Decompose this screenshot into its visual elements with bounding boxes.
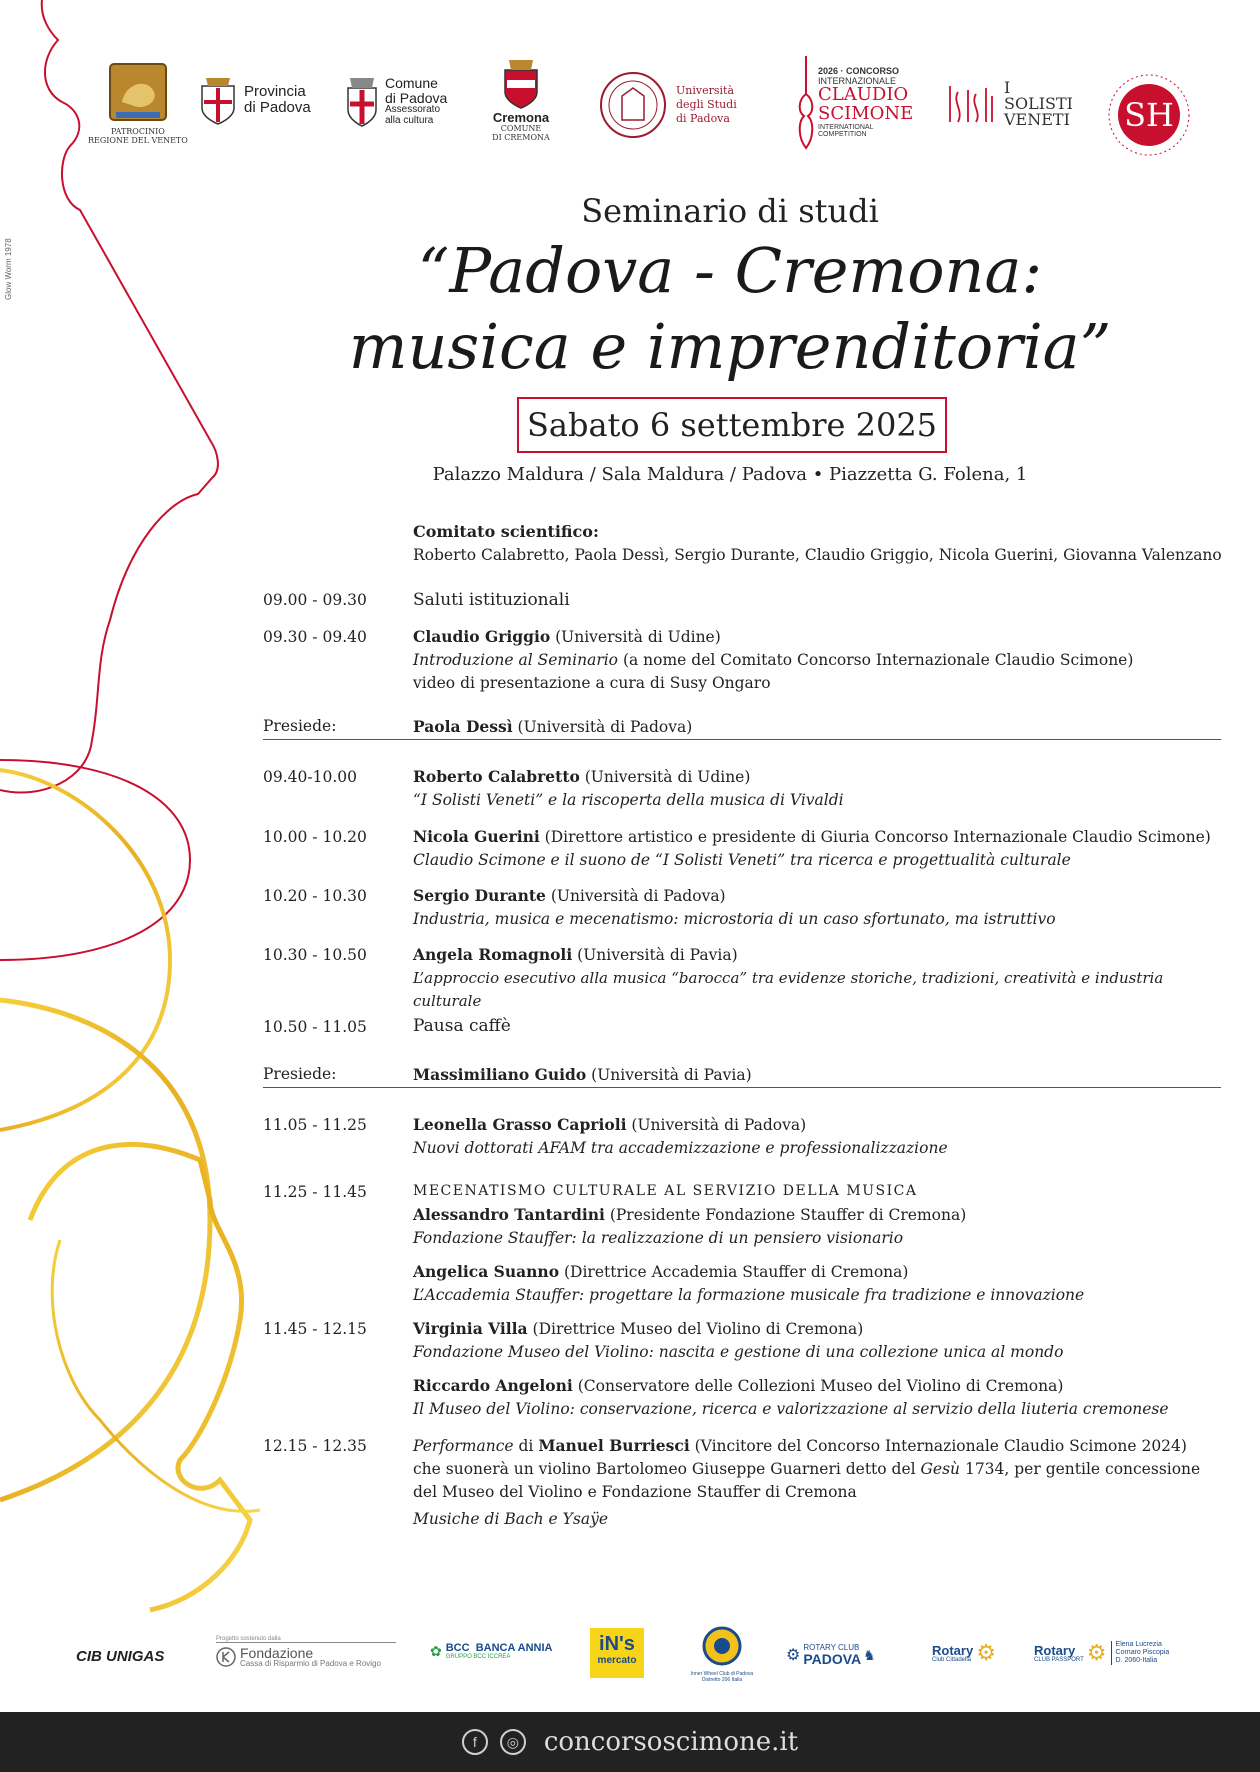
rotary-wheel-icon: ⚙ bbox=[976, 1640, 996, 1665]
session-calabretto bbox=[413, 765, 1233, 812]
presiede-2 bbox=[413, 1063, 1233, 1087]
gold-curve-4 bbox=[52, 1240, 260, 1511]
music-instruments-icon bbox=[944, 82, 998, 126]
session-grasso-caprioli bbox=[413, 1113, 1233, 1160]
passport-line-3: D. 2060-Italia bbox=[1115, 1656, 1158, 1664]
divider-1 bbox=[263, 739, 1221, 740]
cremona-caption-1: COMUNE bbox=[500, 124, 542, 133]
bcc-group: GRUPPO BCC ICCREA bbox=[445, 1654, 511, 1661]
chair-affiliation: (Università di Pavia) bbox=[586, 1066, 752, 1084]
logo-inner-wheel bbox=[682, 1626, 762, 1683]
logo-fondazione-cariparo bbox=[216, 1636, 396, 1668]
rotary-cittadella-name: Club Cittadella bbox=[932, 1656, 972, 1663]
ins-sub: mercato bbox=[597, 1655, 637, 1666]
divider-2 bbox=[263, 1087, 1221, 1088]
logo-rotary-padova bbox=[786, 1644, 876, 1666]
logo-rotary-cittadella bbox=[932, 1640, 996, 1666]
sh-letters: SH bbox=[1124, 96, 1174, 134]
logo-comune-padova bbox=[344, 74, 447, 128]
logo-rotary-passport bbox=[1034, 1640, 1169, 1666]
concorso-line-5: INTERNATIONAL bbox=[818, 123, 874, 131]
talk-title: Nuovi dottorati AFAM tra accademizzazione e professionalizzazione bbox=[413, 1139, 948, 1157]
session-mecenatismo bbox=[413, 1180, 1233, 1307]
solisti-line-1: I bbox=[1004, 78, 1011, 97]
session-saluti: Saluti istituzionali bbox=[413, 590, 570, 610]
inner-wheel-name: Inner Wheel Club di Padova bbox=[690, 1671, 754, 1677]
concorso-line-3: CLAUDIO bbox=[818, 84, 909, 106]
facebook-icon[interactable]: f bbox=[462, 1729, 488, 1755]
concorso-line-1: 2026 · CONCORSO bbox=[818, 66, 900, 77]
time-slot-9: 11.25 - 11.45 bbox=[263, 1183, 367, 1201]
unipd-line-3: di Padova bbox=[676, 111, 730, 125]
rotary-wheel-icon: ⚙ bbox=[1086, 1640, 1107, 1665]
rotary-wheel-icon: ⚙ bbox=[786, 1647, 801, 1664]
unipd-line-1: Università bbox=[676, 84, 734, 98]
chair-name: Massimiliano Guido bbox=[413, 1065, 587, 1084]
ins-name: iN's bbox=[599, 1633, 635, 1655]
speaker-name: Claudio Griggio bbox=[413, 627, 551, 646]
time-slot-7: 10.50 - 11.05 bbox=[263, 1018, 367, 1036]
concorso-line-4: SCIMONE bbox=[818, 103, 914, 125]
speaker-affiliation: (Università di Udine) bbox=[579, 768, 751, 786]
logo-bcc-banca-annia bbox=[430, 1642, 553, 1661]
gold-curve-1 bbox=[0, 770, 170, 1130]
inner-wheel-district: Distretto 206 Italia bbox=[701, 1677, 743, 1683]
speaker-affiliation: (Conservatore delle Collezioni Museo del Violino di Cremona) bbox=[572, 1377, 1064, 1395]
session-romagnoli bbox=[413, 943, 1233, 1013]
time-slot-4: 10.00 - 10.20 bbox=[263, 828, 367, 846]
violin-note-3: del Museo del Violino e Fondazione Stauffer di Cremona bbox=[413, 1483, 857, 1501]
presiede-label-1: Presiede: bbox=[263, 717, 337, 735]
performer-name: Manuel Burriesci bbox=[538, 1436, 690, 1455]
speaker-name: Angela Romagnoli bbox=[413, 945, 573, 964]
speaker-name: Leonella Grasso Caprioli bbox=[413, 1115, 627, 1134]
title-line-1: “Padova - Cremona: bbox=[417, 234, 1043, 307]
talk-title: Il Museo del Violino: conservazione, ricerca e valorizzazione al servizio della liuteria cremonese bbox=[413, 1400, 1169, 1418]
cremona-caption-2: DI CREMONA bbox=[492, 132, 550, 142]
time-slot-8: 11.05 - 11.25 bbox=[263, 1116, 367, 1134]
speaker-affiliation: (Direttrice Accademia Stauffer di Cremona) bbox=[559, 1263, 909, 1281]
logo-sh bbox=[1106, 72, 1192, 158]
veneto-caption-2: REGIONE DEL VENETO bbox=[88, 135, 188, 145]
session-museo-violino bbox=[413, 1317, 1233, 1421]
text-di: di bbox=[513, 1437, 539, 1455]
session-griggio bbox=[413, 625, 1233, 695]
presiede-1 bbox=[413, 715, 1233, 739]
rotary-passport-label: Rotary bbox=[1034, 1642, 1076, 1658]
rotary-passport-name: CLUB PASSPORT bbox=[1034, 1656, 1084, 1663]
talk-title: L’approccio esecutivo alla musica “barocca” tra evidenze storiche, tradizioni, creatività e industria culturale bbox=[413, 969, 1164, 1010]
title-line-2: musica e imprenditoria” bbox=[348, 310, 1112, 383]
talk-title: “I Solisti Veneti” e la riscoperta della musica di Vivaldi bbox=[413, 791, 844, 809]
bcc-leaf-icon: ✿ bbox=[430, 1642, 442, 1659]
logo-regione-veneto bbox=[88, 62, 188, 146]
logo-ins-mercato bbox=[590, 1628, 644, 1678]
session-pausa: Pausa caffè bbox=[413, 1016, 511, 1036]
talk-note: (a nome del Comitato Concorso Internazionale Claudio Scimone) bbox=[618, 651, 1134, 669]
time-slot-5: 10.20 - 10.30 bbox=[263, 887, 367, 905]
chair-affiliation: (Università di Padova) bbox=[512, 718, 693, 736]
speaker-affiliation: (Presidente Fondazione Stauffer di Cremona) bbox=[604, 1206, 967, 1224]
footer-bar bbox=[0, 1712, 1260, 1772]
time-slot-6: 10.30 - 10.50 bbox=[263, 946, 367, 964]
logo-solisti-veneti bbox=[944, 80, 1073, 128]
comitato-names: Roberto Calabretto, Paola Dessì, Sergio Durante, Claudio Griggio, Nicola Guerini, Giovanna Valenzano bbox=[413, 546, 1222, 564]
violin-note-1: che suonerà un violino Bartolomeo Giuseppe Guarneri detto del bbox=[413, 1460, 921, 1478]
red-violin-curve bbox=[0, 760, 190, 960]
fondazione-icon bbox=[216, 1647, 236, 1667]
logo-provincia-padova bbox=[198, 74, 311, 126]
presiede-label-2: Presiede: bbox=[263, 1065, 337, 1083]
speaker-affiliation: (Direttrice Museo del Violino di Cremona) bbox=[527, 1320, 864, 1338]
speaker-name: Virginia Villa bbox=[413, 1319, 528, 1338]
speaker-affiliation: (Direttore artistico e presidente di Giuria Concorso Internazionale Claudio Scimone) bbox=[539, 828, 1211, 846]
comune-line-1: Comune bbox=[385, 74, 438, 91]
talk-title: L’Accademia Stauffer: progettare la formazione musicale fra tradizione e innovazione bbox=[413, 1286, 1085, 1304]
university-seal-icon bbox=[598, 70, 668, 140]
music-program: Musiche di Bach e Ysaÿe bbox=[413, 1510, 609, 1528]
passport-line-1: Elena Lucrezia bbox=[1115, 1641, 1162, 1649]
logo-comune-cremona bbox=[486, 58, 556, 143]
fondazione-name: Fondazione bbox=[240, 1645, 314, 1661]
event-date-box: Sabato 6 settembre 2025 bbox=[517, 397, 947, 453]
speaker-affiliation: (Università di Padova) bbox=[545, 887, 726, 905]
fondazione-sub: Cassa di Risparmio di Padova e Rovigo bbox=[240, 1659, 381, 1668]
speaker-affiliation: (Università di Udine) bbox=[550, 628, 721, 646]
speaker-name: Alessandro Tantardini bbox=[413, 1205, 605, 1224]
veneto-caption-1: PATROCINIO bbox=[110, 127, 165, 136]
logo-universita-padova bbox=[598, 70, 737, 140]
talk-title: Industria, musica e mecenatismo: microstoria di un caso sfortunato, ma istruttivo bbox=[413, 910, 1056, 928]
violin-note-2: 1734, per gentile concessione bbox=[960, 1460, 1201, 1478]
crest-icon bbox=[198, 74, 238, 126]
speaker-affiliation: (Università di Pavia) bbox=[572, 946, 738, 964]
speaker-affiliation: (Università di Padova) bbox=[626, 1116, 807, 1134]
concorso-line-2: INTERNAZIONALE bbox=[818, 75, 897, 86]
comune-line-4: alla cultura bbox=[385, 114, 434, 126]
website-link[interactable]: concorsoscimone.it bbox=[543, 1727, 799, 1757]
concorso-line-6: COMPETITION bbox=[818, 131, 867, 139]
speaker-name: Roberto Calabretto bbox=[413, 767, 580, 786]
comitato-label: Comitato scientifico: bbox=[413, 522, 599, 541]
horse-icon: ♞ bbox=[863, 1646, 876, 1663]
photo-credit: Glow Worm 1978 bbox=[4, 238, 13, 300]
provincia-line-1: Provincia bbox=[244, 83, 306, 101]
provincia-line-2: di Padova bbox=[244, 99, 311, 116]
logo-concorso-scimone bbox=[796, 54, 913, 152]
rotary-cittadella-label: Rotary bbox=[932, 1642, 974, 1658]
passport-line-2: Cornaro Piscopia bbox=[1115, 1649, 1170, 1657]
talk-title: Fondazione Museo del Violino: nascita e gestione di una collezione unica al mondo bbox=[413, 1343, 1064, 1361]
rotary-padova-label: ROTARY CLUB bbox=[803, 1643, 860, 1652]
sponsor-bar bbox=[0, 1620, 1260, 1700]
comune-line-2: di Padova bbox=[385, 89, 448, 106]
speaker-name: Sergio Durante bbox=[413, 886, 546, 905]
comune-line-3: Assessorato bbox=[385, 104, 441, 116]
subtitle-seminario: Seminario di studi bbox=[581, 192, 879, 230]
time-slot-2: 09.30 - 09.40 bbox=[263, 628, 367, 646]
talk-video-note: video di presentazione a cura di Susy Ongaro bbox=[413, 674, 771, 692]
cremona-name: Cremona bbox=[492, 110, 550, 125]
session-performance bbox=[413, 1434, 1233, 1531]
performance-label: Performance bbox=[413, 1437, 514, 1455]
inner-wheel-icon bbox=[702, 1626, 742, 1666]
chair-name: Paola Dessì bbox=[413, 717, 513, 736]
section-heading: MECENATISMO CULTURALE AL SERVIZIO DELLA MUSICA bbox=[413, 1183, 918, 1199]
session-guerini bbox=[413, 825, 1233, 872]
time-slot-11: 12.15 - 12.35 bbox=[263, 1437, 367, 1455]
speaker-name: Riccardo Angeloni bbox=[413, 1376, 573, 1395]
bcc-name: BANCA ANNIA bbox=[475, 1642, 553, 1654]
unipd-line-2: degli Studi bbox=[676, 98, 737, 112]
violin-icon bbox=[796, 54, 816, 152]
speaker-name: Nicola Guerini bbox=[413, 827, 540, 846]
logo-cib-unigas: CIB UNIGAS bbox=[76, 1648, 165, 1665]
crest-icon bbox=[501, 58, 541, 110]
session-durante bbox=[413, 884, 1233, 931]
solisti-line-3: VENETI bbox=[1004, 110, 1070, 129]
talk-title: Claudio Scimone e il suono de “I Solisti Veneti” tra ricerca e progettualità culturale bbox=[413, 851, 1071, 869]
solisti-line-2: SOLISTI bbox=[1004, 94, 1073, 113]
instagram-icon[interactable]: ◎ bbox=[500, 1729, 526, 1755]
violin-note-gesu: Gesù bbox=[920, 1460, 961, 1478]
time-slot-10: 11.45 - 12.15 bbox=[263, 1320, 367, 1338]
time-slot-3: 09.40-10.00 bbox=[263, 768, 357, 786]
performer-note: (Vincitore del Concorso Internazionale Claudio Scimone 2024) bbox=[689, 1437, 1187, 1455]
talk-title: Introduzione al Seminario bbox=[413, 651, 619, 669]
speaker-name: Angelica Suanno bbox=[413, 1262, 560, 1281]
rotary-padova-name: PADOVA bbox=[803, 1651, 862, 1667]
talk-title: Fondazione Stauffer: la realizzazione di un pensiero visionario bbox=[413, 1229, 904, 1247]
time-slot-1: 09.00 - 09.30 bbox=[263, 591, 367, 609]
bcc-label: BCC bbox=[445, 1642, 470, 1654]
gold-curve-3 bbox=[30, 1144, 250, 1610]
lion-shield-icon bbox=[108, 62, 168, 128]
fondazione-small: Progetto sostenuto dalla bbox=[216, 1636, 396, 1643]
crest-icon bbox=[344, 74, 380, 128]
event-venue: Palazzo Maldura / Sala Maldura / Padova • Piazzetta G. Folena, 1 bbox=[432, 464, 1028, 485]
